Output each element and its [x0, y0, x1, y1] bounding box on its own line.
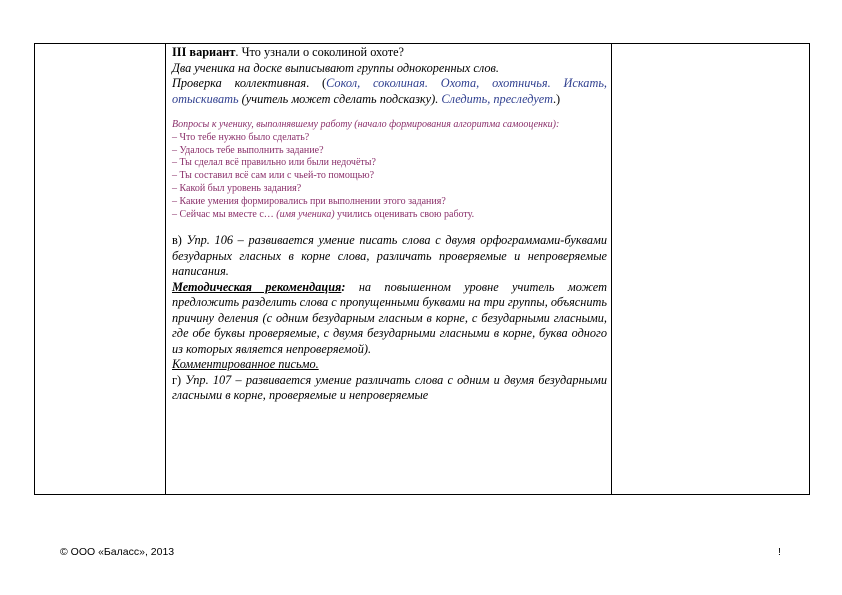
exercise-v-letter: в): [172, 233, 187, 248]
last-q-name: (имя ученика): [276, 208, 335, 220]
variant-heading: [172, 45, 607, 61]
word-group-2: Следить, преследует: [441, 91, 553, 106]
last-q-end: учились оценивать свою работу.: [334, 208, 475, 220]
exercise-g-letter: г): [172, 372, 186, 387]
question-item: – Ты сделал всё правильно или были недочёты?: [172, 157, 376, 169]
page-mark: !: [778, 546, 781, 558]
commented-writing: Комментированное письмо.: [172, 357, 319, 372]
footer-copyright: © ООО «Баласс», 2013: [60, 546, 175, 558]
question-item: – Какие умения формировались при выполнении этого задания?: [172, 195, 446, 207]
variant-question: . Что узнали о соколиной охоте?: [235, 45, 405, 59]
table-content-column: [166, 44, 612, 494]
question-item: – Какой был уровень задания?: [172, 182, 302, 194]
last-q-start: – Сейчас мы вместе с…: [172, 208, 277, 220]
lesson-table: [34, 43, 810, 495]
question-last: [172, 209, 607, 222]
board-task: Два ученика на доске выписывают группы однокоренных слов.: [172, 60, 499, 75]
teacher-hint: (учитель может сделать подсказку).: [238, 91, 442, 106]
table-left-column: [35, 44, 166, 494]
method-text: на повышенном уровне учитель может предложить разделить слова с пропущенными буквами на три группы, объяснить причину деления (с одним безударным гласным в корне, с безударными гласными, где обе буквы проверяемые, с двумя безударными гласными в корне, буква одного из которых является непроверяемой).: [172, 279, 607, 356]
exercise-v-text: Упр. 106 – развивается умение писать слова с двумя орфограммами-буквами безударных гласных в корне слова, различать проверяемые и непроверяемые написания.: [172, 233, 607, 279]
question-item: – Удалось тебе выполнить задание?: [172, 144, 324, 156]
questions-list: [172, 132, 607, 209]
variant-label: III вариант: [172, 45, 236, 59]
method-label: Методическая рекомендация: [172, 279, 342, 294]
check-paragraph: [172, 76, 607, 107]
check-punct: . (: [306, 76, 327, 90]
close-punct: .): [552, 91, 561, 106]
question-item: – Ты составил всё сам или с чьей-то помощью?: [172, 170, 375, 182]
question-item: – Что тебе нужно было сделать?: [172, 131, 310, 143]
word-group-1: Сокол, соколиная. Охота, охотничья. Искать, отыскивать: [172, 76, 608, 106]
exercise-v: [172, 233, 607, 280]
questions-intro: Вопросы к ученику, выполнявшему работу (начало формирования алгоритма самооценки):: [172, 119, 560, 130]
check-label: Проверка коллективная: [172, 76, 307, 90]
method-colon: :: [341, 279, 346, 294]
exercise-g: [172, 373, 607, 404]
method-recommendation: [172, 280, 607, 358]
table-right-column: [612, 44, 809, 494]
exercise-g-text: Упр. 107 – развивается умение различать слова с одним и двумя безударными гласными в корне, проверяемые и непроверяемые: [172, 372, 607, 403]
